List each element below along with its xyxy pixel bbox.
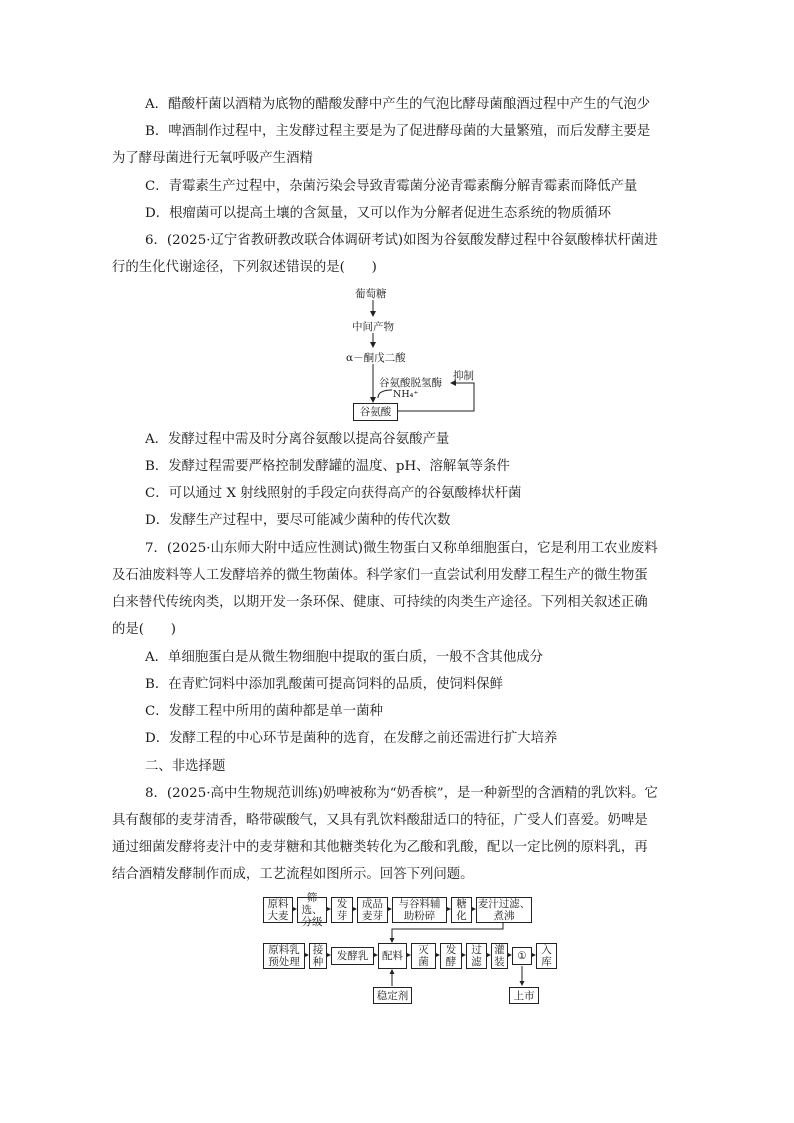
inhibit-label: 抑制 bbox=[453, 370, 474, 382]
flow-germination-text: 发 芽 bbox=[336, 898, 348, 922]
q6-stem-cont: 行的生化代谢途径，下列叙述错误的是( ) bbox=[112, 260, 377, 275]
q7-stem-2: 及石油废料等人工发酵培养的微生物菌体。科学家们一直尝试利用发酵工程生产的微生物蛋 bbox=[112, 568, 648, 583]
flow-ferment bbox=[440, 943, 462, 969]
flow-crushing bbox=[392, 897, 447, 923]
q7-stem: 7．(2025·山东师大附中适应性测试)微生物蛋白又称单细胞蛋白，它是利用工农业废料 bbox=[145, 541, 658, 556]
flow-wort-filter-boil bbox=[476, 897, 532, 923]
q8-stem-3: 通过细菌发酵将麦汁中的麦芽糖和其他糖类转化为乙酸和乳酸，配以一定比例的原料乳，再 bbox=[112, 840, 648, 855]
flow-inoculate bbox=[309, 943, 327, 969]
flow-sterilize bbox=[411, 943, 436, 969]
glucose-label: 葡萄糖 bbox=[355, 288, 387, 300]
flow-bottling-text: 灌 装 bbox=[494, 944, 505, 968]
flow-ferment-text: 发 酵 bbox=[445, 944, 457, 968]
q8-stem-4: 结合酒精发酵制作而成，工艺流程如图所示。回答下列问题。 bbox=[112, 867, 474, 882]
flow-inoculate-text: 接 种 bbox=[312, 944, 324, 968]
intermediate-label: 中间产物 bbox=[352, 321, 394, 333]
q6-stem: 6．(2025·辽宁省教研教改联合体调研考试)如图为谷氨酸发酵过程中谷氨酸棒状杆菌进 bbox=[145, 233, 658, 248]
q6-option-b: B．发酵过程需要严格控制发酵罐的温度、pH、溶解氧等条件 bbox=[145, 459, 510, 474]
flow-storage bbox=[536, 943, 557, 969]
q5-option-c: C．青霉素生产过程中，杂菌污染会导致青霉菌分泌青霉素酶分解青霉素而降低产量 bbox=[145, 179, 638, 194]
q7-option-d: D．发酵工程的中心环节是菌种的选育，在发酵之前还需进行扩大培养 bbox=[145, 731, 558, 746]
nh4-label: NH₄⁺ bbox=[393, 389, 419, 400]
flow-saccharification bbox=[451, 897, 472, 923]
flow-market: 上市 bbox=[509, 987, 539, 1004]
flow-wort-filter-boil-text: 麦汁过滤、 煮沸 bbox=[477, 898, 531, 922]
q7-option-b: B．在青贮饲料中添加乳酸菌可提高饲料的品质，使饲料保鲜 bbox=[145, 677, 503, 692]
flow-raw-barley bbox=[263, 897, 293, 923]
flow-finished-malt-text: 成品 麦芽 bbox=[362, 898, 383, 922]
q6-option-d: D．发酵生产过程中，要尽可能减少菌种的传代次数 bbox=[145, 513, 451, 528]
flow-germination bbox=[331, 897, 353, 923]
flow-sterilize-text: 灭 菌 bbox=[418, 944, 429, 968]
flow-filter-text: 过 滤 bbox=[471, 944, 482, 968]
flow-fermented-milk: 发酵乳 bbox=[331, 947, 374, 965]
flow-step-blank: ① bbox=[512, 947, 532, 965]
flow-storage-text: 入 库 bbox=[541, 944, 552, 968]
q5-option-b-cont: 为了酵母菌进行无氧呼吸产生酒精 bbox=[112, 151, 313, 166]
flow-screening bbox=[297, 892, 327, 928]
q8-stem: 8．(2025·高中生物规范训练)奶啤被称为“奶香槟”，是一种新型的含酒精的乳饮料。它 bbox=[145, 786, 658, 801]
flow-finished-malt bbox=[357, 897, 388, 923]
q6-option-a: A．发酵过程中需及时分离谷氨酸以提高谷氨酸产量 bbox=[145, 432, 450, 447]
flow-mixing: 配料 bbox=[378, 943, 407, 969]
flow-screening-text: 筛选、 分级 bbox=[301, 892, 323, 928]
q7-stem-4: 的是( ) bbox=[112, 622, 177, 637]
q5-option-a: A．醋酸杆菌以酒精为底物的醋酸发酵中产生的气泡比酵母菌酿酒过程中产生的气泡少 bbox=[145, 97, 651, 112]
q7-option-c: C．发酵工程中所用的菌种都是单一菌种 bbox=[145, 704, 383, 719]
q5-option-b: B．啤酒制作过程中，主发酵过程主要是为了促进酵母菌的大量繁殖，而后发酵主要是 bbox=[145, 124, 651, 139]
q5-option-d: D．根瘤菌可以提高土壤的含氮量，又可以作为分解者促进生态系统的物质循环 bbox=[145, 206, 612, 221]
flow-milk-pretreat-text: 原料乳 预处理 bbox=[268, 944, 300, 968]
flow-raw-barley-text: 原料 大麦 bbox=[267, 898, 289, 922]
glutamate-box: 谷氨酸 bbox=[353, 403, 398, 421]
flow-saccharification-text: 糖 化 bbox=[456, 898, 467, 922]
flow-crushing-text: 与谷料辅 助粉碎 bbox=[398, 898, 441, 922]
flow-milk-pretreat bbox=[263, 943, 305, 969]
ketoglutarate-label: α－酮戊二酸 bbox=[346, 352, 406, 364]
flow-filter bbox=[466, 943, 487, 969]
q7-option-a: A．单细胞蛋白是从微生物细胞中提取的蛋白质，一般不含其他成分 bbox=[145, 650, 543, 665]
section-heading: 二、非选择题 bbox=[145, 759, 226, 774]
q8-stem-2: 具有馥郁的麦芽清香，略带碳酸气，又具有乳饮料酸甜适口的特征，广受人们喜爱。奶啤是 bbox=[112, 813, 648, 828]
flow-bottling bbox=[491, 943, 508, 969]
q6-option-c: C．可以通过 X 射线照射的手段定向获得高产的谷氨酸棒状杆菌 bbox=[145, 486, 522, 501]
enzyme-label: 谷氨酸脱氢酶 bbox=[379, 377, 442, 389]
q7-stem-3: 白来替代传统肉类，以期开发一条环保、健康、可持续的肉类生产途径。下列相关叙述正确 bbox=[112, 595, 648, 610]
flow-stabilizer: 稳定剂 bbox=[373, 987, 412, 1004]
